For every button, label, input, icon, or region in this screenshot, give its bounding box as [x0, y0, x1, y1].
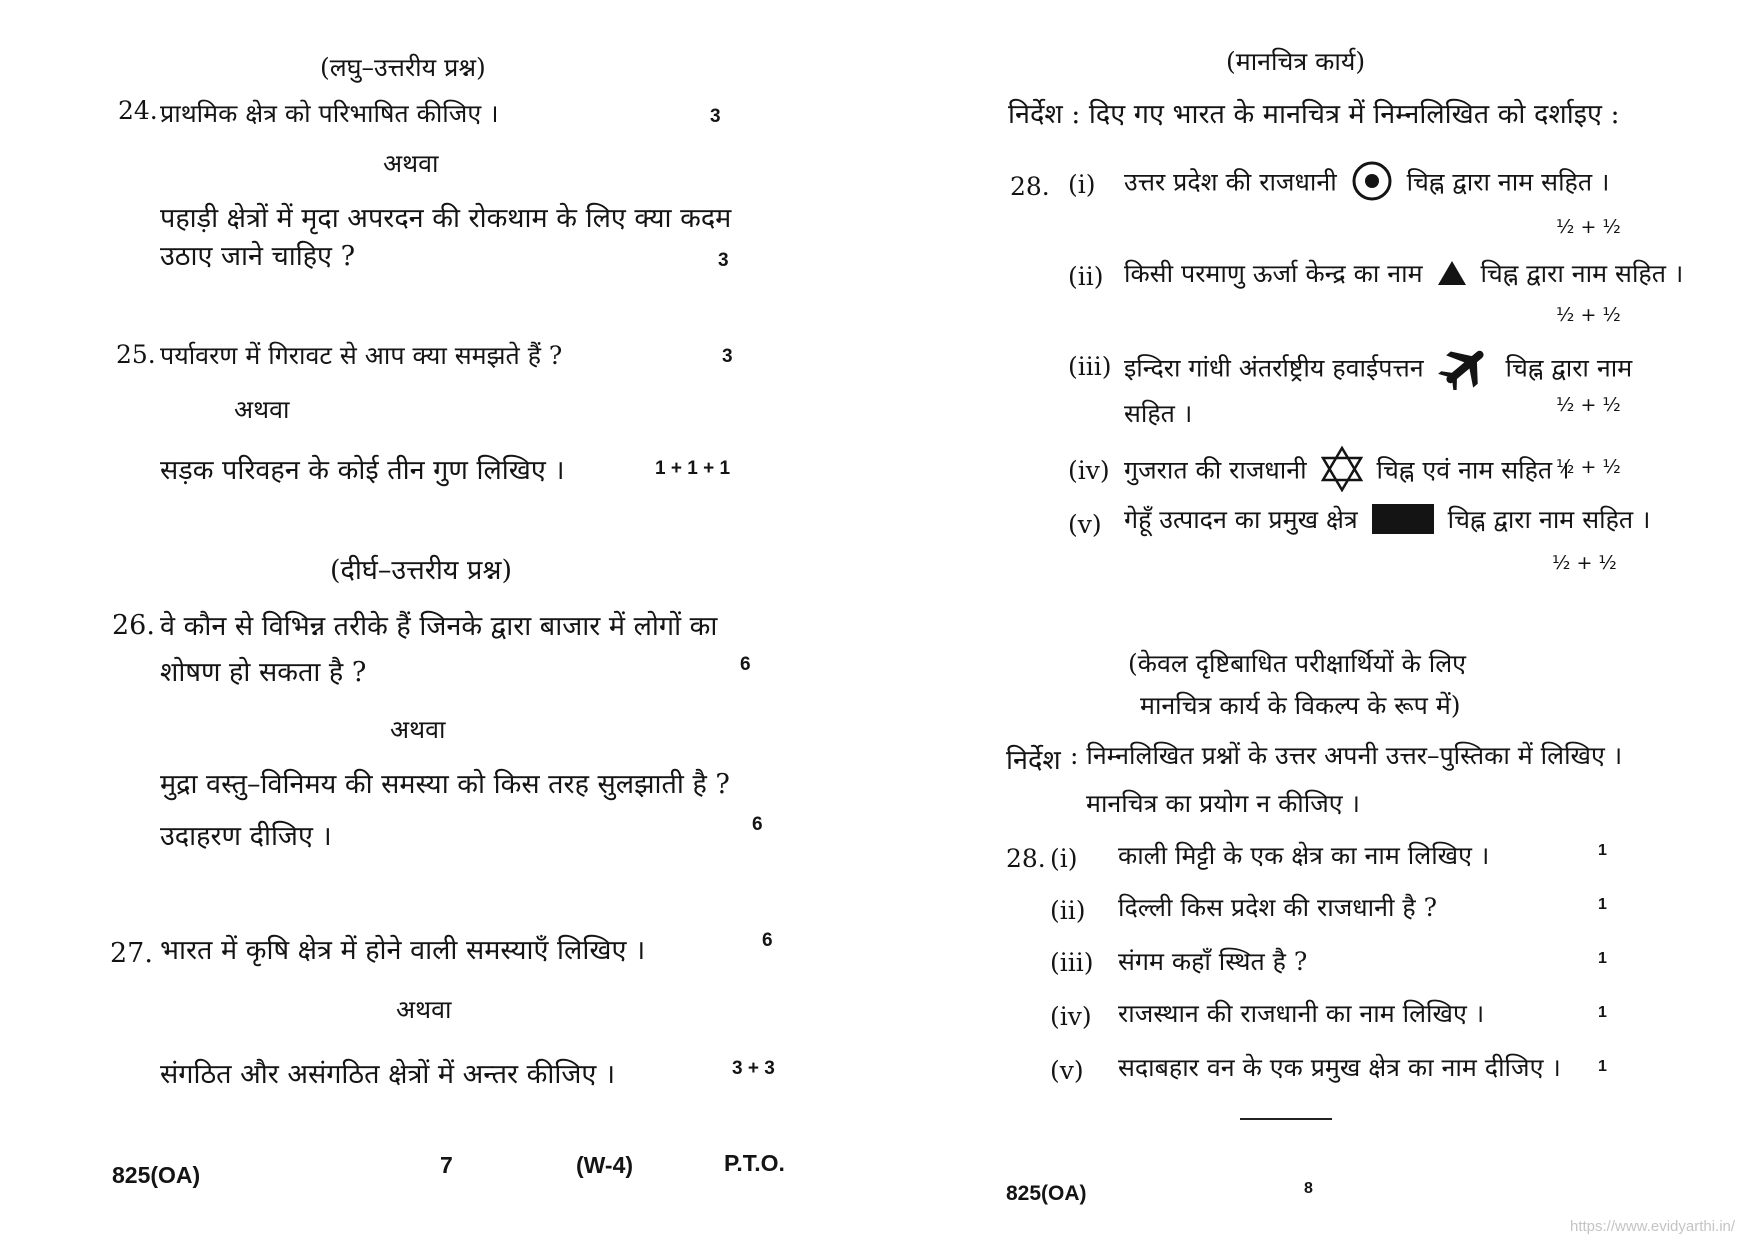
triangle-icon [1437, 260, 1467, 292]
vi-item-4-roman: (iv) [1050, 1002, 1092, 1031]
map-item-5-marks: ½ + ½ [1552, 552, 1617, 574]
vi-heading-line2: मानचित्र कार्य के विकल्प के रूप में) [1140, 691, 1461, 720]
map-item-2-suffix: चिह्न द्वारा नाम सहित । [1480, 259, 1684, 288]
vi-item-2-roman: (ii) [1050, 896, 1086, 925]
footer-series: (W-4) [576, 1152, 634, 1178]
map-item-3-suffix: चिह्न द्वारा नाम [1505, 353, 1633, 383]
map-item-2 [1124, 256, 1683, 292]
vi-question-28-number: 28. [1006, 844, 1046, 873]
long-answer-heading: (दीर्घ–उत्तरीय प्रश्न) [330, 555, 513, 586]
map-item-2-roman: (ii) [1068, 262, 1104, 291]
map-item-3-marks: ½ + ½ [1556, 394, 1621, 416]
question-27-number: 27. [110, 938, 153, 969]
question-27-alt-text: संगठित और असंगठित क्षेत्रों में अन्तर कीजिए । [160, 1059, 616, 1090]
vi-instruction-label: निर्देश [1006, 745, 1061, 776]
question-24-text: प्राथमिक क्षेत्र को परिभाषित कीजिए । [160, 99, 499, 128]
right-footer-code: 825(OA) [1006, 1182, 1087, 1205]
question-26-number: 26. [112, 610, 155, 641]
vi-instruction-line1: : निम्नलिखित प्रश्नों के उत्तर अपनी उत्तर–पुस्तिका में लिखिए । [1070, 741, 1623, 770]
question-26-line2: शोषण हो सकता है ? [160, 657, 367, 688]
map-item-3-line2: सहित । [1124, 399, 1193, 428]
map-instruction: निर्देश : दिए गए भारत के मानचित्र में निम्नलिखित को दर्शाइए : [1008, 99, 1620, 130]
footer-page-number: 7 [440, 1152, 453, 1178]
vi-item-5-text: सदाबहार वन के एक प्रमुख क्षेत्र का नाम दीजिए । [1118, 1053, 1561, 1082]
filled-rectangle-icon [1372, 504, 1434, 540]
map-item-1 [1124, 160, 1610, 208]
map-item-1-roman: (i) [1068, 170, 1096, 199]
map-item-1-text: उत्तर प्रदेश की राजधानी [1124, 167, 1337, 197]
vi-item-1-roman: (i) [1050, 844, 1078, 873]
or-label: अथवा [396, 995, 452, 1024]
airplane-icon [1438, 344, 1492, 396]
vi-instruction-line2: मानचित्र का प्रयोग न कीजिए । [1086, 789, 1361, 818]
vi-item-3-roman: (iii) [1050, 948, 1094, 977]
question-26-alt-line1: मुद्रा वस्तु–विनिमय की समस्या को किस तरह सुलझाती है ? [160, 769, 730, 800]
question-27-marks: 6 [762, 930, 773, 951]
or-label: अथवा [390, 715, 446, 744]
question-26-line1: वे कौन से विभिन्न तरीके हैं जिनके द्वारा बाजार में लोगों का [160, 611, 718, 642]
map-item-5 [1124, 502, 1651, 540]
or-label: अथवा [383, 149, 439, 178]
vi-item-2-text: दिल्ली किस प्रदेश की राजधानी है ? [1118, 893, 1438, 922]
short-answer-heading: (लघु–उत्तरीय प्रश्न) [320, 53, 486, 82]
vi-heading-line1: (केवल दृष्टिबाधित परीक्षार्थियों के लिए [1128, 649, 1466, 678]
map-item-4-roman: (iv) [1068, 456, 1110, 485]
question-27-text: भारत में कृषि क्षेत्र में होने वाली समस्याएँ लिखिए । [160, 935, 646, 966]
end-rule [1240, 1118, 1332, 1120]
map-work-heading: (मानचित्र कार्य) [1226, 47, 1366, 76]
vi-item-2-marks: 1 [1598, 896, 1607, 913]
map-item-5-roman: (v) [1068, 510, 1102, 539]
map-item-4-marks: ½ + ½ [1556, 456, 1621, 478]
map-item-2-text: किसी परमाणु ऊर्जा केन्द्र का नाम [1124, 259, 1423, 288]
map-item-4 [1124, 446, 1570, 498]
question-26-alt-line2: उदाहरण दीजिए । [160, 821, 332, 852]
map-item-4-suffix: चिह्न एवं नाम सहित । [1376, 455, 1570, 485]
vi-item-5-marks: 1 [1598, 1058, 1607, 1075]
question-24-alt-line2: उठाए जाने चाहिए ? [160, 241, 356, 272]
question-25-text: पर्यावरण में गिरावट से आप क्या समझते हैं ? [160, 341, 563, 370]
question-24-marks: 3 [710, 106, 721, 127]
question-24-number: 24. [118, 96, 158, 125]
vi-item-4-marks: 1 [1598, 1004, 1607, 1021]
or-label: अथवा [234, 395, 290, 424]
vi-item-5-roman: (v) [1050, 1056, 1084, 1085]
vi-item-1-marks: 1 [1598, 842, 1607, 859]
question-25-marks: 3 [722, 346, 733, 367]
right-footer-page-number: 8 [1304, 1180, 1313, 1197]
question-24-alt-line1: पहाड़ी क्षेत्रों में मृदा अपरदन की रोकथाम के लिए क्या कदम [160, 203, 732, 234]
vi-item-4-text: राजस्थान की राजधानी का नाम लिखिए । [1118, 999, 1485, 1028]
circle-dot-icon [1351, 160, 1393, 208]
question-25-number: 25. [116, 340, 156, 369]
map-item-3-text: इन्दिरा गांधी अंतर्राष्ट्रीय हवाईपत्तन [1124, 353, 1424, 383]
question-26-alt-marks: 6 [752, 814, 763, 835]
map-item-5-suffix: चिह्न द्वारा नाम सहित । [1447, 505, 1651, 534]
map-item-5-text: गेहूँ उत्पादन का प्रमुख क्षेत्र [1124, 505, 1358, 534]
watermark: https://www.evidyarthi.in/ [1570, 1218, 1736, 1235]
question-27-alt-marks: 3 + 3 [732, 1058, 775, 1079]
vi-item-3-marks: 1 [1598, 950, 1607, 967]
map-item-1-suffix: चिह्न द्वारा नाम सहित । [1406, 167, 1610, 197]
map-item-1-marks: ½ + ½ [1556, 216, 1621, 238]
vi-item-1-text: काली मिट्टी के एक क्षेत्र का नाम लिखिए । [1118, 841, 1490, 870]
question-26-marks: 6 [740, 654, 751, 675]
map-item-4-text: गुजरात की राजधानी [1124, 455, 1307, 485]
footer-pto: P.T.O. [724, 1150, 785, 1176]
map-item-3 [1124, 344, 1632, 396]
map-item-3-roman: (iii) [1068, 352, 1112, 381]
star-of-david-icon [1321, 446, 1363, 498]
question-25-alt-marks: 1 + 1 + 1 [655, 458, 731, 479]
vi-item-3-text: संगम कहाँ स्थित है ? [1118, 947, 1308, 976]
question-28-number: 28. [1010, 172, 1050, 201]
footer-code: 825(OA) [112, 1162, 201, 1188]
question-25-alt-text: सड़क परिवहन के कोई तीन गुण लिखिए । [160, 455, 565, 486]
map-item-2-marks: ½ + ½ [1556, 304, 1621, 326]
question-24-alt-marks: 3 [718, 250, 729, 271]
